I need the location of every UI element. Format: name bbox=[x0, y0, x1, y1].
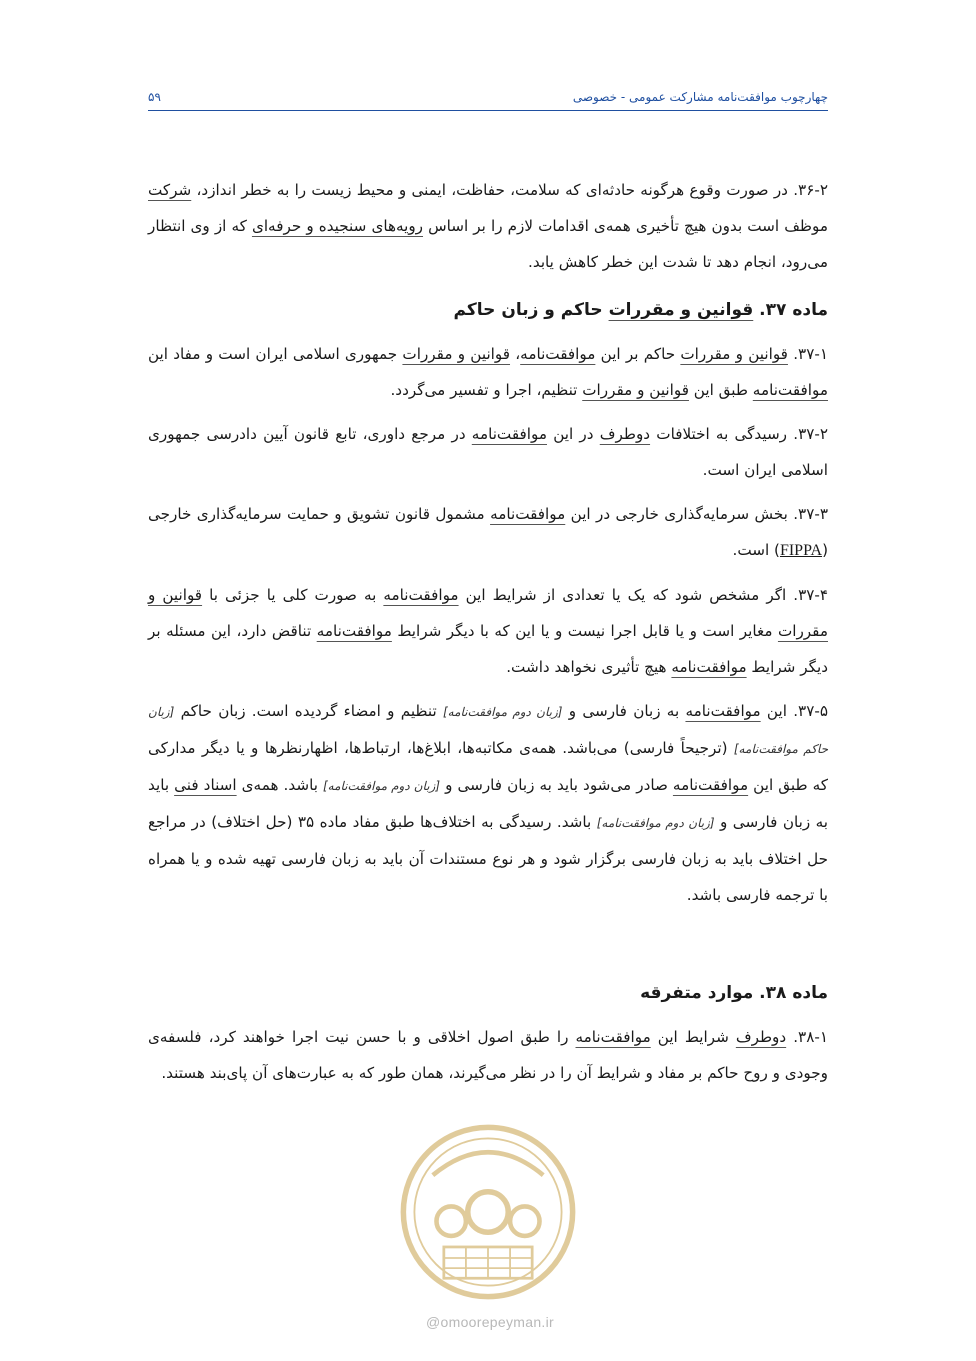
defined-term[interactable]: دوطرف bbox=[735, 1028, 787, 1046]
running-title: چهارچوب موافقت‌نامه مشارکت عمومی - خصوصی bbox=[572, 90, 828, 104]
clause-36-2: ۳۶-۲. در صورت وقوع هرگونه حادثه‌ای که سلامت، حفاظت، ایمنی و محیط زیست را به خطر اندازد، شرکت موظف است بدون هیچ تأخیری همه‌ی اقدامات لازم را بر اساس رویه‌های سنجیده و حرفه‌ای که از وی انتظار می‌رود، انجام دهد تا شدت این خطر کاهش یابد. bbox=[148, 181, 829, 271]
defined-term[interactable]: قوانین و مقررات bbox=[148, 586, 828, 640]
defined-term[interactable]: موافقت‌نامه bbox=[672, 776, 749, 794]
page-header bbox=[148, 86, 828, 111]
defined-term[interactable]: قوانین و مقررات bbox=[608, 300, 754, 320]
watermark-stamp-icon bbox=[396, 1120, 580, 1304]
defined-term[interactable]: موافقت‌نامه bbox=[520, 345, 596, 363]
clause-37-4: ۳۷-۴. اگر مشخص شود که یک یا تعدادی از شرایط این موافقت‌نامه به صورت کلی یا جزئی با قوانین و مقررات مغایر است و یا قابل اجرا نیست و یا این که با دیگر شرایط موافقت‌نامه تناقض دارد، این مسئله بر دیگر شرایط موافقت‌نامه هیچ تأثیری نخواهد داشت. bbox=[148, 586, 829, 676]
clause-37-5: ۳۷-۵. این موافقت‌نامه به زبان فارسی و [زبان دوم موافقت‌نامه] تنظیم و امضاء گردیده است. زبان حاکم [زبان حاکم موافقت‌نامه] (ترجیحاً فارسی) می‌باشد. همه‌ی مکاتبه‌ها، ابلاغ‌ها، ارتباط‌ها، اظهارنظرها و یا دیگر مدارکی که طبق این موافقت‌نامه صادر می‌شود باید به زبان فارسی و [زبان دوم موافقت‌نامه] باشد. همه‌ی اسناد فنی باید به زبان فارسی و [زبان دوم موافقت‌نامه] باشد. رسیدگی به اختلاف‌ها طبق مفاد ماده ۳۵ (حل اختلاف) در مراجع حل اختلاف باید به زبان فارسی برگزار شود و هر نوع مستندات آن باید به زبان فارسی تهیه شده و یا همراه با ترجمه فارسی باشد. bbox=[148, 702, 829, 904]
clause-37-3: ۳۷-۳. بخش سرمایه‌گذاری خارجی در این موافقت‌نامه مشمول قانون تشویق و حمایت سرمایه‌گذاری خارجی (FIPPA) است. bbox=[148, 505, 828, 559]
placeholder-text: [زبان دوم موافقت‌نامه] bbox=[596, 816, 715, 830]
defined-term[interactable]: موافقت‌نامه bbox=[316, 622, 392, 640]
defined-term[interactable]: قوانین و مقررات bbox=[680, 345, 788, 363]
document-body bbox=[148, 172, 828, 1099]
defined-term[interactable]: دوطرف bbox=[599, 425, 651, 443]
placeholder-text: [زبان دوم موافقت‌نامه] bbox=[442, 705, 563, 719]
defined-term[interactable]: موافقت‌نامه bbox=[752, 381, 828, 399]
defined-term[interactable]: موافقت‌نامه bbox=[685, 702, 761, 720]
fippa-link[interactable]: FIPPA bbox=[779, 542, 823, 559]
defined-term[interactable]: قوانین و مقررات bbox=[582, 381, 689, 399]
defined-term[interactable]: اسناد فنی bbox=[174, 776, 237, 794]
defined-term[interactable]: موافقت‌نامه bbox=[490, 505, 566, 523]
defined-term[interactable]: قوانین و مقررات bbox=[402, 345, 511, 363]
at-icon: @ bbox=[426, 1314, 441, 1330]
defined-term[interactable]: رویه‌های سنجیده و حرفه‌ای bbox=[251, 217, 424, 235]
watermark-url: @omoorepeyman.ir bbox=[426, 1314, 554, 1330]
defined-term[interactable]: موافقت‌نامه bbox=[471, 425, 547, 443]
page-number: ۵۹ bbox=[148, 90, 161, 104]
placeholder-text: [زبان حاکم موافقت‌نامه] bbox=[148, 705, 828, 756]
clause-37-1: ۳۷-۱. قوانین و مقررات حاکم بر این موافقت‌نامه، قوانین و مقررات جمهوری اسلامی ایران است و مفاد این موافقت‌نامه طبق این قوانین و مقررات تنظیم، اجرا و تفسیر می‌گردد. bbox=[148, 345, 828, 399]
placeholder-text: [زبان دوم موافقت‌نامه] bbox=[322, 779, 441, 793]
article-37-heading: ماده ۳۷. قوانین و مقررات حاکم و زبان حاکم bbox=[453, 300, 828, 320]
defined-term[interactable]: موافقت‌نامه bbox=[383, 586, 459, 604]
defined-term[interactable]: موافقت‌نامه bbox=[671, 658, 747, 676]
defined-term[interactable]: شرکت bbox=[148, 181, 192, 199]
clause-38-1: ۳۸-۱. دوطرف شرایط این موافقت‌نامه را طبق اصول اخلاقی و با حسن نیت اجرا خواهند کرد، فلسفه‌ی وجودی و روح حاکم بر مفاد و شرایط آن را در نظر می‌گیرند، همان طور که به عبارت‌های آن پای‌بند هستند. bbox=[148, 1028, 828, 1082]
clause-37-2: ۳۷-۲. رسیدگی به اختلافات دوطرف در این موافقت‌نامه در مرجع داوری، تابع قانون آیین دادرسی جمهوری اسلامی ایران است. bbox=[148, 425, 829, 479]
defined-term[interactable]: موافقت‌نامه bbox=[575, 1028, 651, 1046]
article-38-heading: ماده ۳۸. موارد متفرقه bbox=[640, 983, 828, 1003]
